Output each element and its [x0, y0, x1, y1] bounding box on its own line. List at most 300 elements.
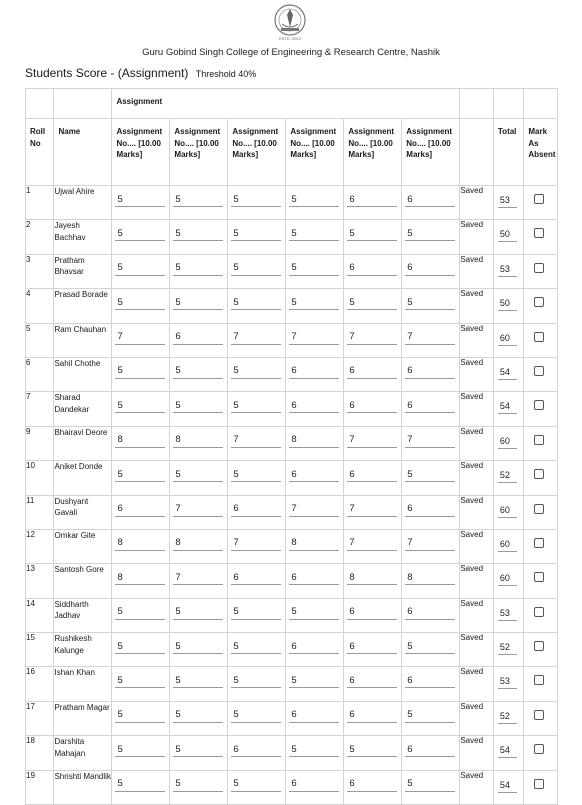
assignment-mark-input[interactable]	[173, 226, 223, 241]
status-cell: Saved	[460, 220, 494, 254]
assignment-mark-cell	[112, 495, 170, 529]
student-name-cell: Sahil Chothe	[54, 357, 112, 391]
assignment-mark-input[interactable]	[289, 708, 339, 723]
assignment-mark-cell	[286, 667, 344, 701]
status-cell: Saved	[460, 598, 494, 632]
assignment-header: Assignment No.... [10.00 Marks]	[286, 119, 344, 186]
assignment-mark-cell	[402, 564, 460, 598]
assignment-mark-cell	[112, 426, 170, 460]
absent-cell	[524, 529, 558, 563]
mark-absent-checkbox[interactable]	[534, 332, 544, 342]
assignment-mark-input[interactable]	[289, 295, 339, 310]
assignment-mark-cell	[286, 770, 344, 804]
roll-no-cell: 12	[26, 529, 54, 563]
assignment-mark-cell	[286, 633, 344, 667]
assignment-mark-input[interactable]	[231, 570, 281, 585]
assignment-mark-input[interactable]	[231, 673, 281, 688]
assignment-mark-cell	[228, 461, 286, 495]
column-header-row	[26, 119, 558, 186]
total-cell	[493, 357, 524, 391]
mark-absent-checkbox[interactable]	[534, 194, 544, 204]
absent-cell	[524, 495, 558, 529]
assignment-mark-input[interactable]	[405, 742, 455, 757]
assignment-mark-cell	[170, 254, 228, 288]
mark-absent-checkbox[interactable]	[534, 675, 544, 685]
assignment-mark-input[interactable]	[347, 226, 397, 241]
roll-no-cell: 17	[26, 701, 54, 735]
assignment-mark-input[interactable]	[173, 708, 223, 723]
assignment-mark-cell	[402, 701, 460, 735]
assignment-mark-input[interactable]	[405, 330, 455, 345]
page-header	[0, 0, 582, 60]
assignment-mark-input[interactable]	[115, 295, 165, 310]
assignment-mark-input[interactable]	[231, 502, 281, 517]
assignment-mark-input[interactable]	[231, 605, 281, 620]
assignment-mark-cell	[228, 736, 286, 770]
assignment-mark-input[interactable]	[289, 398, 339, 413]
name-header: Name	[54, 119, 112, 186]
table-row	[26, 426, 558, 460]
assignment-mark-cell	[344, 701, 402, 735]
assignment-mark-cell	[286, 564, 344, 598]
assignment-mark-input[interactable]	[405, 467, 455, 482]
student-name-cell: Darshita Mahajan	[54, 736, 112, 770]
roll-no-cell: 7	[26, 392, 54, 426]
college-logo-icon	[270, 2, 310, 42]
status-header	[460, 119, 494, 186]
assignment-mark-cell	[286, 323, 344, 357]
assignment-mark-input[interactable]	[289, 742, 339, 757]
assignment-mark-input[interactable]	[347, 295, 397, 310]
assignment-mark-cell	[170, 770, 228, 804]
assignment-mark-input[interactable]	[347, 398, 397, 413]
mark-absent-checkbox[interactable]	[534, 710, 544, 720]
assignment-mark-input[interactable]	[289, 502, 339, 517]
total-input[interactable]	[498, 227, 518, 242]
absent-cell	[524, 186, 558, 220]
total-cell	[493, 633, 524, 667]
assignment-mark-cell	[170, 564, 228, 598]
total-cell	[493, 736, 524, 770]
mark-absent-checkbox[interactable]	[534, 779, 544, 789]
assignment-header: Assignment No.... [10.00 Marks]	[402, 119, 460, 186]
mark-absent-checkbox[interactable]	[534, 400, 544, 410]
assignment-mark-cell	[402, 392, 460, 426]
status-cell: Saved	[460, 564, 494, 598]
assignment-mark-cell	[170, 529, 228, 563]
assignment-mark-cell	[402, 186, 460, 220]
table-row	[26, 529, 558, 563]
assignment-mark-cell	[170, 323, 228, 357]
assignment-mark-input[interactable]	[115, 433, 165, 448]
assignment-mark-cell	[228, 426, 286, 460]
assignment-mark-input[interactable]	[173, 330, 223, 345]
page-title-row	[25, 66, 256, 80]
assignment-mark-cell	[344, 461, 402, 495]
status-cell: Saved	[460, 186, 494, 220]
absent-cell	[524, 770, 558, 804]
assignment-mark-input[interactable]	[173, 639, 223, 654]
assignment-mark-input[interactable]	[231, 261, 281, 276]
assignment-mark-input[interactable]	[405, 192, 455, 207]
assignment-mark-input[interactable]	[347, 639, 397, 654]
assignment-mark-input[interactable]	[231, 777, 281, 792]
assignment-mark-input[interactable]	[347, 742, 397, 757]
status-cell: Saved	[460, 736, 494, 770]
total-cell	[493, 667, 524, 701]
mark-absent-checkbox[interactable]	[534, 435, 544, 445]
status-cell: Saved	[460, 289, 494, 323]
assignment-mark-cell	[228, 598, 286, 632]
status-cell: Saved	[460, 426, 494, 460]
assignment-header: Assignment No.... [10.00 Marks]	[344, 119, 402, 186]
assignment-mark-input[interactable]	[405, 639, 455, 654]
assignment-mark-input[interactable]	[115, 261, 165, 276]
assignment-mark-input[interactable]	[289, 467, 339, 482]
roll-no-cell: 18	[26, 736, 54, 770]
assignment-mark-input[interactable]	[347, 536, 397, 551]
mark-absent-checkbox[interactable]	[534, 572, 544, 582]
status-cell: Saved	[460, 633, 494, 667]
assignment-mark-cell	[170, 186, 228, 220]
absent-cell	[524, 736, 558, 770]
assignment-mark-input[interactable]	[347, 570, 397, 585]
assignment-mark-input[interactable]	[231, 364, 281, 379]
total-input[interactable]	[498, 674, 518, 689]
table-row	[26, 323, 558, 357]
total-cell	[493, 495, 524, 529]
assignment-mark-input[interactable]	[289, 536, 339, 551]
assignment-mark-cell	[286, 289, 344, 323]
assignment-mark-cell	[344, 598, 402, 632]
assignment-mark-cell	[112, 254, 170, 288]
total-input[interactable]	[498, 709, 518, 724]
assignment-mark-input[interactable]	[231, 742, 281, 757]
assignment-mark-input[interactable]	[405, 364, 455, 379]
total-input[interactable]	[498, 399, 518, 414]
roll-no-cell: 6	[26, 357, 54, 391]
table-row	[26, 495, 558, 529]
assignment-mark-input[interactable]	[347, 467, 397, 482]
status-cell: Saved	[460, 357, 494, 391]
absent-cell	[524, 323, 558, 357]
mark-absent-checkbox[interactable]	[534, 228, 544, 238]
total-input[interactable]	[498, 606, 518, 621]
assignment-mark-input[interactable]	[231, 708, 281, 723]
assignment-mark-cell	[286, 461, 344, 495]
group-header-row	[26, 89, 558, 119]
assignment-mark-cell	[112, 564, 170, 598]
assignment-mark-input[interactable]	[405, 261, 455, 276]
mark-absent-checkbox[interactable]	[534, 263, 544, 273]
table-row	[26, 392, 558, 426]
table-row	[26, 254, 558, 288]
total-input[interactable]	[498, 537, 518, 552]
student-name-cell: Bhairavi Deore	[54, 426, 112, 460]
table-row	[26, 667, 558, 701]
status-cell: Saved	[460, 495, 494, 529]
assignment-mark-cell	[402, 461, 460, 495]
assignment-mark-cell	[228, 254, 286, 288]
assignment-mark-input[interactable]	[173, 364, 223, 379]
roll-no-cell: 9	[26, 426, 54, 460]
assignment-mark-cell	[228, 770, 286, 804]
total-cell	[493, 529, 524, 563]
assignment-mark-cell	[402, 495, 460, 529]
student-name-cell: Pratham Magar	[54, 701, 112, 735]
assignment-mark-input[interactable]	[115, 467, 165, 482]
assignment-mark-input[interactable]	[115, 192, 165, 207]
assignment-mark-input[interactable]	[405, 605, 455, 620]
assignment-mark-cell	[228, 220, 286, 254]
assignment-mark-input[interactable]	[347, 777, 397, 792]
assignment-mark-cell	[170, 701, 228, 735]
assignment-mark-input[interactable]	[173, 433, 223, 448]
assignment-mark-input[interactable]	[347, 261, 397, 276]
college-name: Guru Gobind Singh College of Engineering & Research Centre, Nashik	[142, 47, 440, 58]
absent-cell	[524, 426, 558, 460]
assignment-mark-input[interactable]	[405, 777, 455, 792]
assignment-mark-cell	[170, 289, 228, 323]
assignment-mark-input[interactable]	[347, 192, 397, 207]
assignment-mark-cell	[286, 426, 344, 460]
roll-no-cell: 4	[26, 289, 54, 323]
assignment-mark-cell	[344, 186, 402, 220]
total-input[interactable]	[498, 743, 518, 758]
total-input[interactable]	[498, 640, 518, 655]
assignment-mark-input[interactable]	[115, 742, 165, 757]
mark-absent-checkbox[interactable]	[534, 504, 544, 514]
absent-cell	[524, 564, 558, 598]
assignment-mark-cell	[344, 633, 402, 667]
assignment-mark-input[interactable]	[173, 605, 223, 620]
assignment-mark-input[interactable]	[405, 502, 455, 517]
assignment-mark-input[interactable]	[405, 226, 455, 241]
assignment-mark-cell	[402, 736, 460, 770]
assignment-mark-input[interactable]	[115, 502, 165, 517]
assignment-mark-input[interactable]	[231, 398, 281, 413]
assignment-mark-cell	[112, 770, 170, 804]
assignment-mark-cell	[170, 392, 228, 426]
assignment-mark-input[interactable]	[173, 673, 223, 688]
assignment-mark-input[interactable]	[289, 261, 339, 276]
student-name-cell: Ram Chauhan	[54, 323, 112, 357]
assignment-mark-cell	[344, 220, 402, 254]
assignment-mark-input[interactable]	[405, 536, 455, 551]
assignment-mark-cell	[344, 529, 402, 563]
assignment-mark-input[interactable]	[231, 192, 281, 207]
assignment-mark-input[interactable]	[347, 502, 397, 517]
assignment-mark-input[interactable]	[173, 467, 223, 482]
assignment-mark-input[interactable]	[289, 364, 339, 379]
assignment-header: Assignment No.... [10.00 Marks]	[112, 119, 170, 186]
total-input[interactable]	[498, 296, 518, 311]
mark-absent-checkbox[interactable]	[534, 297, 544, 307]
assignment-mark-cell	[402, 220, 460, 254]
status-cell: Saved	[460, 770, 494, 804]
assignment-mark-cell	[402, 289, 460, 323]
assignment-mark-input[interactable]	[231, 536, 281, 551]
assignment-mark-input[interactable]	[231, 330, 281, 345]
assignment-mark-input[interactable]	[289, 777, 339, 792]
assignment-mark-input[interactable]	[173, 570, 223, 585]
assignment-mark-input[interactable]	[405, 295, 455, 310]
assignment-mark-input[interactable]	[405, 433, 455, 448]
assignment-mark-cell	[228, 289, 286, 323]
assignment-mark-cell	[402, 254, 460, 288]
mark-absent-checkbox[interactable]	[534, 538, 544, 548]
assignment-mark-input[interactable]	[173, 192, 223, 207]
assignment-mark-input[interactable]	[405, 570, 455, 585]
student-name-cell: Santosh Gore	[54, 564, 112, 598]
assignment-mark-input[interactable]	[231, 295, 281, 310]
assignment-mark-cell	[112, 598, 170, 632]
status-cell: Saved	[460, 701, 494, 735]
total-input[interactable]	[498, 331, 518, 346]
assignment-mark-cell	[286, 254, 344, 288]
assignment-mark-input[interactable]	[289, 673, 339, 688]
roll-no-cell: 2	[26, 220, 54, 254]
scores-table	[25, 88, 558, 805]
assignment-mark-cell	[112, 667, 170, 701]
assignment-mark-input[interactable]	[115, 639, 165, 654]
assignment-mark-input[interactable]	[115, 673, 165, 688]
assignment-mark-input[interactable]	[405, 673, 455, 688]
assignment-mark-cell	[228, 357, 286, 391]
table-row	[26, 564, 558, 598]
assignment-mark-cell	[228, 633, 286, 667]
mark-absent-checkbox[interactable]	[534, 641, 544, 651]
total-input[interactable]	[498, 365, 518, 380]
assignment-mark-input[interactable]	[231, 433, 281, 448]
assignment-mark-input[interactable]	[347, 708, 397, 723]
assignment-mark-input[interactable]	[289, 570, 339, 585]
total-cell	[493, 254, 524, 288]
assignment-mark-cell	[112, 357, 170, 391]
status-cell: Saved	[460, 529, 494, 563]
student-name-cell: Sharad Dandekar	[54, 392, 112, 426]
assignment-mark-cell	[112, 529, 170, 563]
assignment-mark-input[interactable]	[115, 777, 165, 792]
assignment-mark-cell	[112, 392, 170, 426]
assignment-mark-input[interactable]	[115, 364, 165, 379]
assignment-mark-input[interactable]	[115, 605, 165, 620]
total-cell	[493, 461, 524, 495]
absent-cell	[524, 254, 558, 288]
total-input[interactable]	[498, 434, 518, 449]
student-name-cell: Dushyant Gavali	[54, 495, 112, 529]
assignment-mark-input[interactable]	[289, 192, 339, 207]
assignment-mark-cell	[228, 701, 286, 735]
assignment-mark-input[interactable]	[115, 708, 165, 723]
total-input[interactable]	[498, 468, 518, 483]
page-title: Students Score - (Assignment)	[25, 66, 189, 80]
assignment-mark-input[interactable]	[231, 639, 281, 654]
absent-cell	[524, 598, 558, 632]
assignment-mark-input[interactable]	[289, 639, 339, 654]
roll-no-cell: 3	[26, 254, 54, 288]
assignment-mark-input[interactable]	[347, 673, 397, 688]
assignment-mark-input[interactable]	[115, 330, 165, 345]
assignment-mark-cell	[170, 598, 228, 632]
assignment-mark-input[interactable]	[289, 226, 339, 241]
total-cell	[493, 426, 524, 460]
assignment-mark-cell	[344, 564, 402, 598]
mark-absent-checkbox[interactable]	[534, 607, 544, 617]
assignment-mark-input[interactable]	[173, 742, 223, 757]
assignment-mark-input[interactable]	[115, 570, 165, 585]
total-input[interactable]	[498, 262, 518, 277]
assignment-mark-input[interactable]	[115, 536, 165, 551]
table-row	[26, 701, 558, 735]
mark-absent-checkbox[interactable]	[534, 366, 544, 376]
assignment-mark-input[interactable]	[173, 295, 223, 310]
total-input[interactable]	[498, 571, 518, 586]
assignment-mark-cell	[112, 633, 170, 667]
assignment-mark-cell	[402, 426, 460, 460]
total-input[interactable]	[498, 193, 518, 208]
absent-cell	[524, 633, 558, 667]
assignment-mark-input[interactable]	[405, 708, 455, 723]
assignment-mark-input[interactable]	[231, 226, 281, 241]
assignment-mark-input[interactable]	[289, 433, 339, 448]
mark-absent-checkbox[interactable]	[534, 469, 544, 479]
assignment-mark-cell	[228, 529, 286, 563]
assignment-mark-cell	[228, 495, 286, 529]
assignment-mark-input[interactable]	[173, 502, 223, 517]
assignment-mark-input[interactable]	[347, 364, 397, 379]
assignment-mark-cell	[112, 289, 170, 323]
student-name-cell: Ishan Khan	[54, 667, 112, 701]
total-input[interactable]	[498, 778, 518, 793]
total-input[interactable]	[498, 503, 518, 518]
mark-absent-checkbox[interactable]	[534, 744, 544, 754]
table-row	[26, 770, 558, 804]
assignment-mark-cell	[170, 633, 228, 667]
assignment-mark-cell	[344, 323, 402, 357]
assignment-mark-input[interactable]	[173, 777, 223, 792]
assignment-mark-input[interactable]	[347, 433, 397, 448]
assignment-mark-input[interactable]	[173, 261, 223, 276]
status-cell: Saved	[460, 392, 494, 426]
student-name-cell: Pratham Bhavsar	[54, 254, 112, 288]
assignment-mark-cell	[344, 736, 402, 770]
assignment-mark-input[interactable]	[405, 398, 455, 413]
absent-cell	[524, 701, 558, 735]
assignment-mark-cell	[344, 770, 402, 804]
assignment-mark-input[interactable]	[173, 536, 223, 551]
assignment-mark-cell	[286, 529, 344, 563]
status-cell: Saved	[460, 461, 494, 495]
assignment-mark-cell	[402, 323, 460, 357]
assignment-mark-input[interactable]	[347, 330, 397, 345]
assignment-mark-cell	[112, 323, 170, 357]
assignment-mark-input[interactable]	[115, 226, 165, 241]
assignment-mark-input[interactable]	[347, 605, 397, 620]
assignment-mark-cell	[228, 323, 286, 357]
roll-no-cell: 13	[26, 564, 54, 598]
total-cell	[493, 598, 524, 632]
assignment-mark-input[interactable]	[173, 398, 223, 413]
assignment-mark-cell	[402, 770, 460, 804]
assignment-mark-cell	[402, 357, 460, 391]
roll-no-header: Roll No	[26, 119, 54, 186]
assignment-mark-input[interactable]	[289, 605, 339, 620]
assignment-mark-input[interactable]	[231, 467, 281, 482]
assignment-mark-cell	[402, 667, 460, 701]
assignment-mark-input[interactable]	[115, 398, 165, 413]
assignment-mark-input[interactable]	[289, 330, 339, 345]
